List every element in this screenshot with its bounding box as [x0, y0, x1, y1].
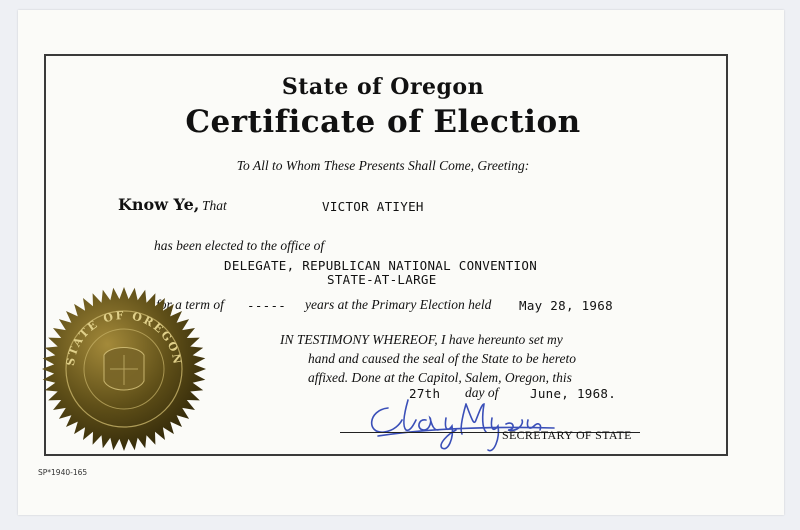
day-value: 27th — [409, 386, 441, 401]
greeting-text: To All to Whom These Presents Shall Come, Greeting: — [236, 158, 530, 173]
office-line-2: STATE-AT-LARGE — [327, 272, 437, 287]
testimony-line-1: IN TESTIMONY WHEREOF, I have hereunto set my — [280, 332, 563, 347]
elected-text: has been elected to the office of — [154, 238, 325, 253]
secretary-label: SECRETARY OF STATE — [502, 428, 632, 442]
term-suffix: years at the Primary Election held — [305, 297, 492, 312]
know-ye-text: Know Ye, — [118, 195, 200, 214]
term-prefix: for a term of — [156, 297, 224, 312]
state-title: State of Oregon — [281, 74, 485, 100]
gold-seal-image — [40, 285, 208, 453]
form-code: SP*1940-165 — [38, 468, 88, 477]
testimony-block — [280, 330, 660, 387]
that-text: That — [202, 198, 227, 213]
seal-text: STATE OF OREGON — [63, 308, 185, 367]
testimony-line-3: affixed. Done at the Capitol, Salem, Oregon, this — [308, 370, 572, 385]
testimony-line-2: hand and caused the seal of the State to be hereto — [308, 351, 576, 366]
term-value: ----- — [247, 298, 287, 313]
secretary-signature — [358, 390, 558, 460]
office-line-1: DELEGATE, REPUBLICAN NATIONAL CONVENTION — [224, 258, 538, 273]
elected-name: VICTOR ATIYEH — [322, 199, 424, 214]
election-date: May 28, 1968 — [519, 298, 613, 313]
month-year: June, 1968. — [530, 386, 617, 401]
certificate-title: Certificate of Election — [185, 104, 581, 140]
day-of-text: day of — [465, 385, 499, 400]
